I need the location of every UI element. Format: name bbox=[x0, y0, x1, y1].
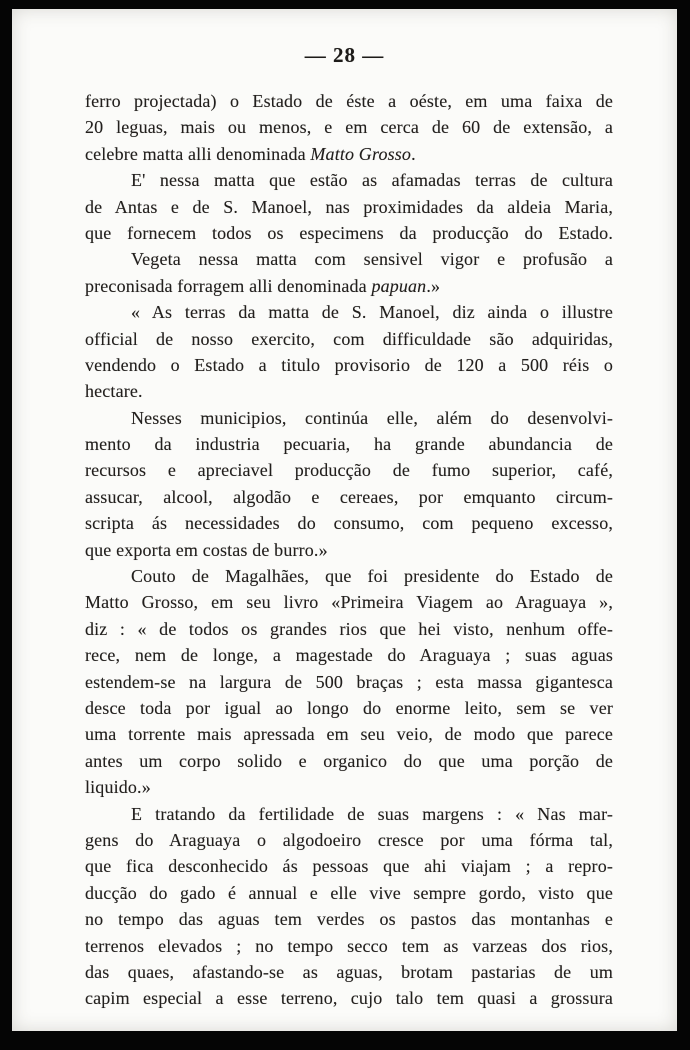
text-segment: official de nosso exercito, com difficuldade são adquiridas, bbox=[85, 328, 613, 349]
text-line bbox=[85, 352, 613, 378]
text-line bbox=[85, 405, 613, 431]
italic-text: papuan bbox=[371, 275, 427, 296]
text-line bbox=[85, 167, 613, 193]
page-number: — 28 — bbox=[304, 43, 385, 67]
text-line bbox=[85, 880, 613, 906]
text-segment: estendem-se na largura de 500 braças ; esta massa gigantesca bbox=[85, 671, 613, 692]
text-segment: antes um corpo solido e organico do que uma porção de bbox=[85, 750, 613, 771]
text-segment: que exporta em costas de burro.» bbox=[85, 539, 328, 560]
text-line bbox=[85, 906, 613, 932]
text-segment: vendendo o Estado a titulo provisorio de 120 a 500 réis o bbox=[85, 354, 613, 375]
text-line bbox=[85, 827, 613, 853]
text-segment: Couto de Magalhães, que foi presidente do Estado de bbox=[131, 566, 613, 587]
text-line bbox=[85, 88, 613, 114]
text-line bbox=[85, 695, 613, 721]
text-line bbox=[85, 114, 613, 140]
text-line bbox=[85, 194, 613, 220]
text-segment: . bbox=[411, 143, 416, 164]
book-page bbox=[12, 9, 677, 1031]
text-line bbox=[85, 774, 613, 800]
text-segment: terrenos elevados ; no tempo secco tem as varzeas dos rios, bbox=[85, 935, 613, 956]
text-line bbox=[85, 933, 613, 959]
text-segment: desce toda por igual ao longo do enorme leito, sem se ver bbox=[85, 697, 613, 718]
text-line bbox=[85, 589, 613, 615]
text-line bbox=[85, 642, 613, 668]
text-line bbox=[85, 853, 613, 879]
text-line bbox=[85, 669, 613, 695]
text-segment: Matto Grosso, em seu livro «Primeira Viagem ao Araguaya », bbox=[85, 592, 613, 613]
text-segment: de Antas e de S. Manoel, nas proximidades da aldeia Maria, bbox=[85, 196, 613, 217]
text-segment: assucar, alcool, algodão e cereaes, por emquanto circum- bbox=[85, 486, 613, 507]
text-line bbox=[85, 246, 613, 272]
text-line bbox=[85, 510, 613, 536]
text-segment: no tempo das aguas tem verdes os pastos das montanhas e bbox=[85, 909, 613, 930]
text-line bbox=[85, 378, 613, 404]
text-segment: scripta ás necessidades do consumo, com pequeno excesso, bbox=[85, 513, 613, 534]
text-segment: que fica desconhecido ás pessoas que ahi viajam ; a repro- bbox=[85, 856, 613, 877]
text-segment: E tratando da fertilidade de suas margens : « Nas mar- bbox=[131, 803, 613, 824]
text-line bbox=[85, 537, 613, 563]
text-segment: celebre matta alli denominada bbox=[85, 143, 311, 164]
text-segment: .» bbox=[426, 275, 441, 296]
text-line bbox=[85, 748, 613, 774]
text-segment: gens do Araguaya o algodoeiro cresce por uma fórma tal, bbox=[85, 829, 613, 850]
text-segment: hectare. bbox=[85, 381, 143, 402]
text-line bbox=[85, 273, 613, 299]
text-segment: E' nessa matta que estão as afamadas terras de cultura bbox=[131, 170, 613, 191]
text-line bbox=[85, 959, 613, 985]
text-line bbox=[85, 801, 613, 827]
italic-text: Matto Grosso bbox=[310, 143, 412, 164]
text-line bbox=[85, 484, 613, 510]
text-line bbox=[85, 299, 613, 325]
text-segment: ferro projectada) o Estado de éste a oéste, em uma faixa de bbox=[85, 91, 613, 111]
text-segment: liquido.» bbox=[85, 777, 151, 798]
text-line bbox=[85, 563, 613, 589]
text-segment: Vegeta nessa matta com sensivel vigor e profusão a bbox=[131, 249, 613, 270]
text-segment: capim especial a esse terreno, cujo talo tem quasi a grossura bbox=[85, 988, 613, 1009]
text-segment: ducção do gado é annual e elle vive sempre gordo, visto que bbox=[85, 882, 613, 903]
text-segment: diz : « de todos os grandes rios que hei visto, nenhum offe- bbox=[85, 618, 613, 639]
text-segment: recursos e apreciavel producção de fumo superior, café, bbox=[85, 460, 613, 481]
text-segment: uma torrente mais apressada em seu veio, de modo que parece bbox=[85, 724, 613, 745]
text-line bbox=[85, 985, 613, 1011]
text-line bbox=[85, 616, 613, 642]
text-line bbox=[85, 721, 613, 747]
text-line bbox=[85, 431, 613, 457]
page-body bbox=[12, 88, 677, 1012]
text-segment: rece, nem de longe, a magestade do Araguaya ; suas aguas bbox=[85, 645, 613, 666]
text-segment: « As terras da matta de S. Manoel, diz ainda o illustre bbox=[131, 302, 613, 323]
text-line bbox=[85, 220, 613, 246]
text-segment: preconisada forragem alli denominada bbox=[85, 275, 372, 296]
text-segment: 20 leguas, mais ou menos, e em cerca de 60 de extensão, a bbox=[85, 117, 613, 138]
text-line bbox=[85, 141, 613, 167]
text-segment: mento da industria pecuaria, ha grande abundancia de bbox=[85, 434, 613, 455]
text-segment: Nesses municipios, continúa elle, além do desenvolvi- bbox=[131, 407, 613, 428]
text-line bbox=[85, 457, 613, 483]
text-segment: das quaes, afastando-se as aguas, brotam pastarias de um bbox=[85, 961, 613, 982]
text-line bbox=[85, 326, 613, 352]
text-segment: que fornecem todos os especimens da producção do Estado. bbox=[85, 222, 613, 243]
